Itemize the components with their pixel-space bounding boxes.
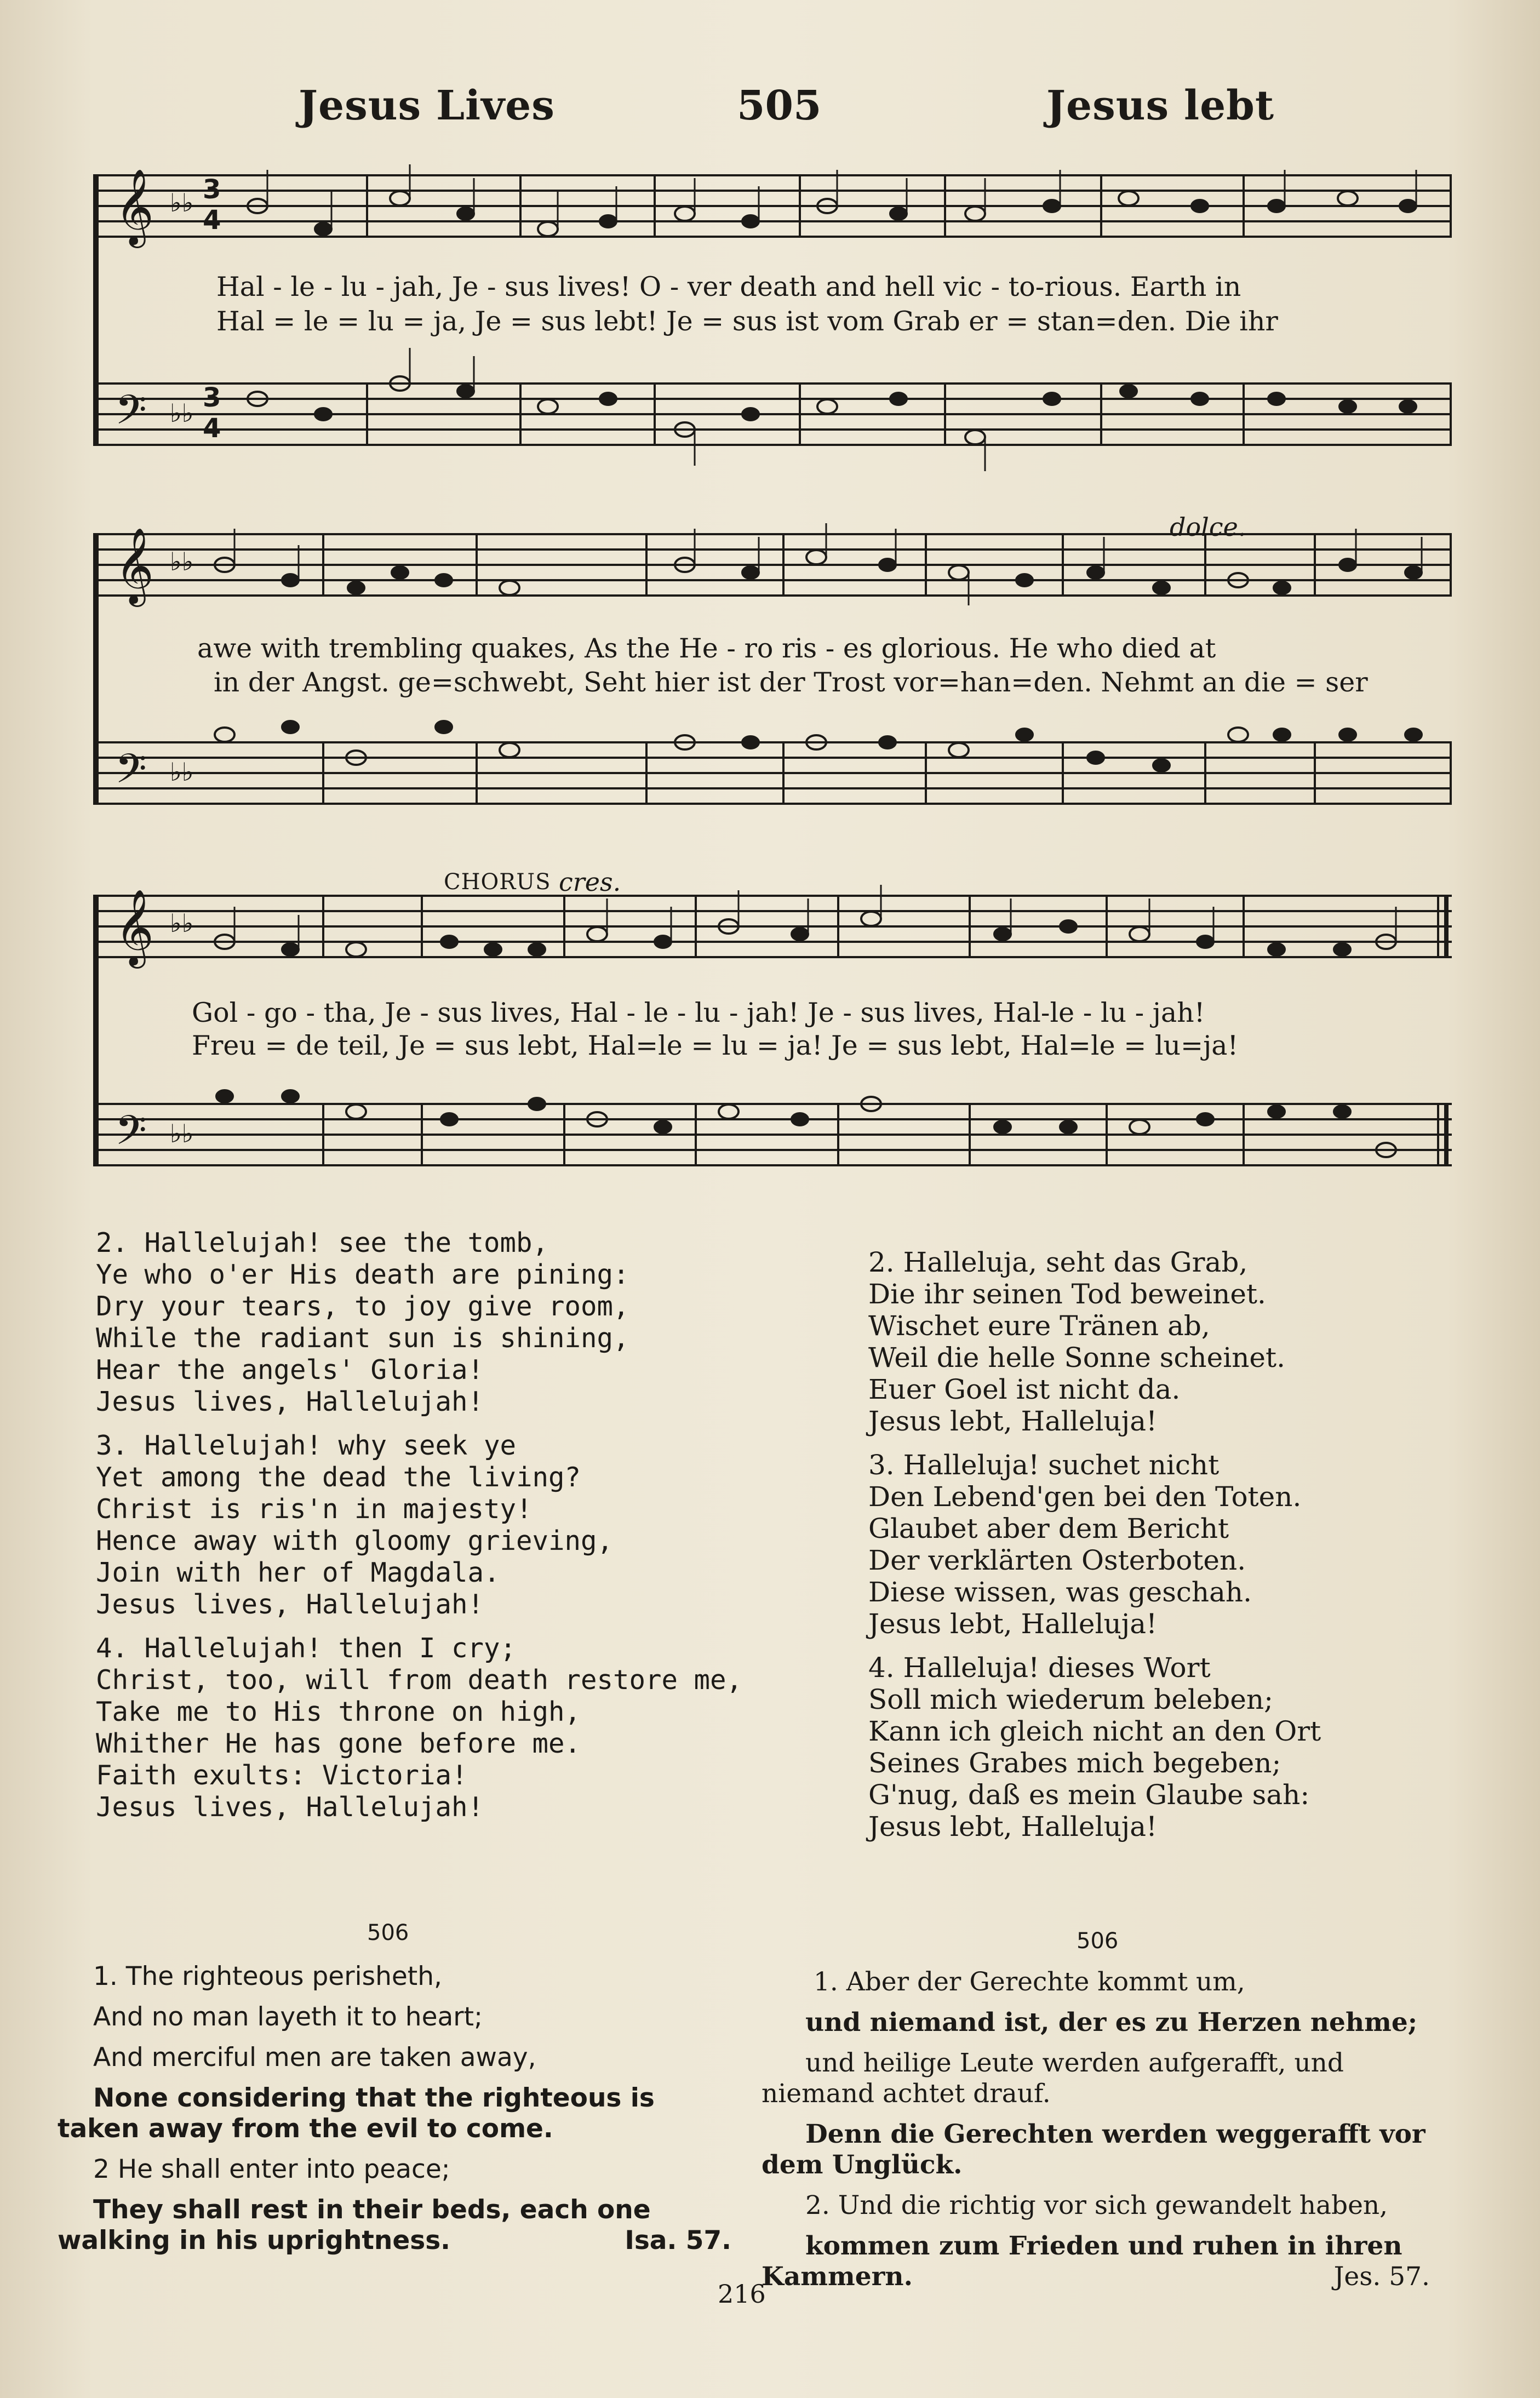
- hymn-header: [0, 82, 1540, 148]
- verse-line: 3. Hallelujah! why seek ye: [96, 1430, 517, 1461]
- verse-line: Jesus lives, Hallelujah!: [96, 1589, 484, 1620]
- stanza-en-3: [96, 1430, 753, 1621]
- verse-line: Seines Grabes mich begeben;: [868, 1747, 1281, 1779]
- verse-line: Jesus lives, Hallelujah!: [96, 1386, 484, 1417]
- music-system-2: [93, 512, 1452, 852]
- svg-text:4: 4: [203, 205, 221, 236]
- verses-german: [868, 1246, 1482, 1855]
- page-number: 216: [718, 2279, 766, 2309]
- reading-line: 2 He shall enter into peace;: [93, 2154, 450, 2184]
- reading-line: None considering that the righteous is taken away from the evil to come.: [58, 2083, 655, 2144]
- reading-line: And merciful men are taken away,: [93, 2042, 536, 2073]
- chorus-label: CHORUS: [444, 869, 551, 895]
- svg-text:𝄢: 𝄢: [115, 386, 147, 444]
- reading-line: 1. Aber der Gerechte kommt um,: [814, 1967, 1245, 1997]
- stanza-de-4: [868, 1652, 1482, 1842]
- verse-line: 4. Halleluja! dieses Wort: [868, 1652, 1211, 1684]
- svg-text:♭♭: ♭♭: [170, 1119, 194, 1148]
- verses-english: [96, 1227, 753, 1835]
- verse-line: Whither He has gone before me.: [96, 1728, 581, 1759]
- verse-line: Christ is ris'n in majesty!: [96, 1493, 533, 1525]
- verse-line: Take me to His throne on high,: [96, 1696, 581, 1727]
- reading-line: Denn die Gerechten werden weggerafft vor dem Unglück.: [762, 2119, 1425, 2180]
- verse-line: Diese wissen, was geschah.: [868, 1576, 1252, 1608]
- verse-line: Den Lebend'gen bei den Toten.: [868, 1481, 1302, 1513]
- svg-text:♭♭: ♭♭: [170, 398, 194, 428]
- scripture-reference: Jes. 57.: [1333, 2262, 1430, 2292]
- verse-line: Ye who o'er His death are pining:: [96, 1259, 629, 1290]
- verse-line: Christ, too, will from death restore me,: [96, 1664, 743, 1696]
- svg-text:3: 3: [203, 174, 221, 205]
- verse-line: Weil die helle Sonne scheinet.: [868, 1342, 1285, 1373]
- svg-text:♭♭: ♭♭: [170, 547, 194, 576]
- dynamic-cres: cres.: [559, 867, 621, 897]
- svg-text:3: 3: [203, 382, 221, 413]
- dynamic-dolce: dolce.: [1170, 512, 1246, 542]
- svg-text:𝄢: 𝄢: [115, 1107, 147, 1164]
- stanza-en-2: [96, 1227, 753, 1418]
- stanza-de-3: [868, 1449, 1482, 1640]
- reading-german: [762, 1967, 1430, 2302]
- reading-number-german: 506: [1077, 1928, 1119, 1954]
- verse-line: Hence away with gloomy grieving,: [96, 1525, 614, 1556]
- reading-line: 2. Und die richtig vor sich gewandelt haben,: [805, 2190, 1388, 2220]
- lyrics-german-3: Freu = de teil, Je = sus lebt, Hal=le = lu = ja! Je = sus lebt, Hal=le = lu=ja!: [192, 1030, 1239, 1061]
- stanza-en-4: [96, 1633, 753, 1823]
- lyrics-german-1: Hal = le = lu = ja, Je = sus lebt! Je = sus ist vom Grab er = stan=den. Die ihr: [216, 306, 1278, 337]
- verse-line: Jesus lebt, Halleluja!: [868, 1405, 1158, 1437]
- svg-text:𝄞: 𝄞: [115, 889, 154, 965]
- verse-line: While the radiant sun is shining,: [96, 1323, 629, 1354]
- lyrics-english-2: awe with trembling quakes, As the He - ro ris - es glorious. He who died at: [197, 633, 1216, 664]
- verse-line: 4. Hallelujah! then I cry;: [96, 1633, 517, 1664]
- reading-text: kommen zum Frieden und ruhen in ihren Kammern.: [762, 2231, 1402, 2292]
- verse-line: Hear the angels' Gloria!: [96, 1354, 484, 1386]
- svg-text:𝄞: 𝄞: [115, 528, 154, 604]
- reading-line: und heilige Leute werden aufgerafft, und niemand achtet drauf.: [762, 2048, 1344, 2109]
- verse-line: Euer Goel ist nicht da.: [868, 1373, 1181, 1405]
- reading-english: [58, 1961, 731, 2266]
- scripture-reference: Isa. 57.: [625, 2225, 731, 2256]
- verse-line: Kann ich gleich nicht an den Ort: [868, 1715, 1321, 1747]
- verse-line: Jesus lebt, Halleluja!: [868, 1811, 1158, 1842]
- music-system-1: [93, 164, 1452, 493]
- svg-text:4: 4: [203, 413, 221, 444]
- svg-text:𝄢: 𝄢: [115, 745, 147, 803]
- reading-text: They shall rest in their beds, each one walking in his uprightness.: [58, 2195, 651, 2256]
- lyrics-english-1: Hal - le - lu - jah, Je - sus lives! O - ver death and hell vic - to-rious. Earth in: [216, 271, 1241, 302]
- verse-line: 3. Halleluja! suchet nicht: [868, 1449, 1220, 1481]
- svg-text:𝄞: 𝄞: [115, 169, 154, 245]
- verse-line: Der verklärten Osterboten.: [868, 1544, 1246, 1576]
- verse-line: Wischet eure Tränen ab,: [868, 1310, 1210, 1342]
- reading-line: And no man layeth it to heart;: [93, 2002, 483, 2032]
- verse-line: Join with her of Magdala.: [96, 1557, 500, 1588]
- svg-text:♭♭: ♭♭: [170, 757, 194, 787]
- verse-line: Dry your tears, to joy give room,: [96, 1291, 629, 1322]
- music-system-3: [93, 867, 1452, 1214]
- verse-line: Yet among the dead the living?: [96, 1462, 581, 1493]
- reading-line: [58, 2195, 731, 2256]
- reading-line: [762, 2231, 1430, 2292]
- hymn-number: 505: [737, 82, 822, 129]
- verse-line: 2. Halleluja, seht das Grab,: [868, 1246, 1248, 1278]
- reading-number-english: 506: [367, 1920, 409, 1945]
- lyrics-english-3: Gol - go - tha, Je - sus lives, Hal - le - lu - jah! Je - sus lives, Hal-le - lu - jah!: [192, 997, 1205, 1028]
- verse-line: Faith exults: Victoria!: [96, 1760, 468, 1791]
- verse-line: Soll mich wiederum beleben;: [868, 1684, 1273, 1715]
- hymn-title-english: Jesus Lives: [299, 82, 555, 129]
- reading-line: und niemand ist, der es zu Herzen nehme;: [805, 2007, 1418, 2038]
- reading-line: 1. The righteous perisheth,: [93, 1961, 442, 1991]
- stanza-de-2: [868, 1246, 1482, 1437]
- hymn-title-german: Jesus lebt: [1046, 82, 1275, 129]
- verse-line: Die ihr seinen Tod beweinet.: [868, 1278, 1266, 1310]
- verse-line: G'nug, daß es mein Glaube sah:: [868, 1779, 1310, 1811]
- svg-text:♭♭: ♭♭: [170, 908, 194, 938]
- svg-text:♭♭: ♭♭: [170, 188, 194, 218]
- verse-line: Glaubet aber dem Bericht: [868, 1513, 1229, 1544]
- verse-line: Jesus lives, Hallelujah!: [96, 1792, 484, 1823]
- verse-line: 2. Hallelujah! see the tomb,: [96, 1227, 549, 1258]
- verse-line: Jesus lebt, Halleluja!: [868, 1608, 1158, 1640]
- lyrics-german-2: in der Angst. ge=schwebt, Seht hier ist der Trost vor=han=den. Nehmt an die = ser: [214, 667, 1368, 698]
